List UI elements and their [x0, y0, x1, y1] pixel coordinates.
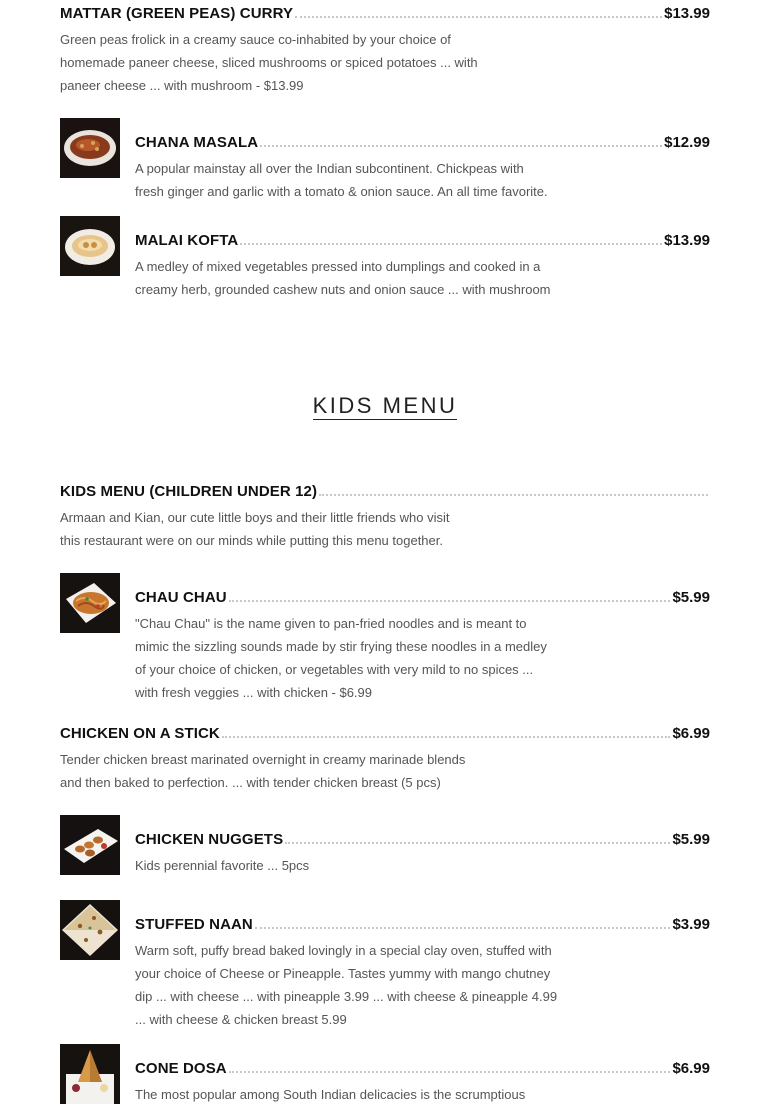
menu-item-name: MATTAR (GREEN PEAS) CURRY: [60, 5, 294, 22]
dotted-leader: [229, 1071, 671, 1073]
menu-item-kids-menu: [60, 480, 710, 552]
menu-item-price: $12.99: [664, 134, 710, 151]
menu-item-price: $3.99: [672, 916, 710, 933]
menu-item-price: $5.99: [672, 831, 710, 848]
description-line: ... with cheese & chicken breast 5.99: [135, 1012, 347, 1027]
description-line: Warm soft, puffy bread baked lovingly in a special clay oven, stuffed with: [135, 943, 552, 958]
menu-item-description: [135, 612, 710, 704]
menu-item-description: [135, 1083, 710, 1106]
menu-item-price: $5.99: [672, 589, 710, 606]
menu-item-header: [135, 828, 710, 848]
menu-item-price: $6.99: [672, 1060, 710, 1077]
description-line: fresh ginger and garlic with a tomato & onion sauce. An all time favorite.: [135, 184, 548, 199]
description-line: homemade paneer cheese, sliced mushrooms or spiced potatoes ... with: [60, 55, 478, 70]
menu-item-price: $6.99: [672, 725, 710, 742]
description-line: A popular mainstay all over the Indian subcontinent. Chickpeas with: [135, 161, 524, 176]
dotted-leader: [229, 600, 671, 602]
description-line: Green peas frolick in a creamy sauce co-inhabited by your choice of: [60, 32, 451, 47]
menu-item-header: [135, 913, 710, 933]
menu-item-description: [60, 28, 710, 97]
menu-item-header: [135, 1057, 710, 1077]
menu-item-header: [135, 586, 710, 606]
dotted-leader: [295, 16, 662, 18]
menu-item-name: KIDS MENU (CHILDREN UNDER 12): [60, 483, 318, 500]
description-line: dip ... with cheese ... with pineapple 3.99 ... with cheese & pineapple 4.99: [135, 989, 558, 1004]
menu-item-header: [60, 480, 710, 500]
dotted-leader: [222, 736, 671, 738]
dotted-leader: [255, 927, 671, 929]
menu-item-header: [135, 131, 710, 151]
menu-item-name: CONE DOSA: [135, 1060, 227, 1077]
menu-item-header: [135, 229, 710, 249]
section-title-text: KIDS MENU: [312, 393, 458, 418]
description-line: and then baked to perfection. ... with tender chicken breast (5 pcs): [60, 775, 441, 790]
section-title: [0, 393, 770, 419]
description-line: Kids perennial favorite ... 5pcs: [135, 858, 310, 873]
menu-item-description: [135, 939, 710, 1031]
description-line: of your choice of chicken, or vegetables with very mild to no spices ...: [135, 662, 534, 677]
menu-item-name: CHAU CHAU: [135, 589, 227, 606]
kofta-bowl-icon[interactable]: [60, 216, 120, 276]
menu-item-name: CHICKEN NUGGETS: [135, 831, 284, 848]
menu-item-description: [60, 748, 710, 794]
menu-item-description: [135, 854, 710, 877]
menu-item-header: [60, 722, 710, 742]
menu-item-mattar-curry: [60, 2, 710, 97]
menu-item-chicken-on-a-stick: [60, 722, 710, 794]
menu-item-description: [60, 506, 710, 552]
curry-bowl-icon[interactable]: [60, 118, 120, 178]
description-line: The most popular among South Indian delicacies is the scrumptious: [135, 1087, 526, 1102]
description-line: A medley of mixed vegetables pressed into dumplings and cooked in a: [135, 259, 541, 274]
nuggets-plate-icon[interactable]: [60, 815, 120, 875]
description-line: this restaurant were on our minds while putting this menu together.: [60, 533, 443, 548]
menu-item-header: [60, 2, 710, 22]
dotted-leader: [285, 842, 670, 844]
dotted-leader: [260, 145, 662, 147]
description-line: with fresh veggies ... with chicken - $6.99: [135, 685, 373, 700]
description-line: paneer cheese ... with mushroom - $13.99: [60, 78, 304, 93]
dotted-leader: [240, 243, 662, 245]
menu-item-description: [135, 255, 710, 301]
menu-item-name: MALAI KOFTA: [135, 232, 239, 249]
menu-item-name: STUFFED NAAN: [135, 916, 253, 933]
description-line: Tender chicken breast marinated overnight in creamy marinade blends: [60, 752, 466, 767]
menu-item-name: CHANA MASALA: [135, 134, 259, 151]
menu-item-name: CHICKEN ON A STICK: [60, 725, 220, 742]
menu-item-price: $13.99: [664, 5, 710, 22]
description-line: "Chau Chau" is the name given to pan-fried noodles and is meant to: [135, 616, 527, 631]
cone-dosa-icon[interactable]: [60, 1044, 120, 1104]
dotted-leader: [319, 494, 708, 496]
description-line: Armaan and Kian, our cute little boys and their little friends who visit: [60, 510, 450, 525]
menu-item-description: [135, 157, 710, 203]
naan-bread-icon[interactable]: [60, 900, 120, 960]
noodles-plate-icon[interactable]: [60, 573, 120, 633]
menu-item-price: $13.99: [664, 232, 710, 249]
description-line: mimic the sizzling sounds made by stir frying these noodles in a medley: [135, 639, 547, 654]
description-line: your choice of Cheese or Pineapple. Tastes yummy with mango chutney: [135, 966, 551, 981]
description-line: creamy herb, grounded cashew nuts and onion sauce ... with mushroom: [135, 282, 551, 297]
